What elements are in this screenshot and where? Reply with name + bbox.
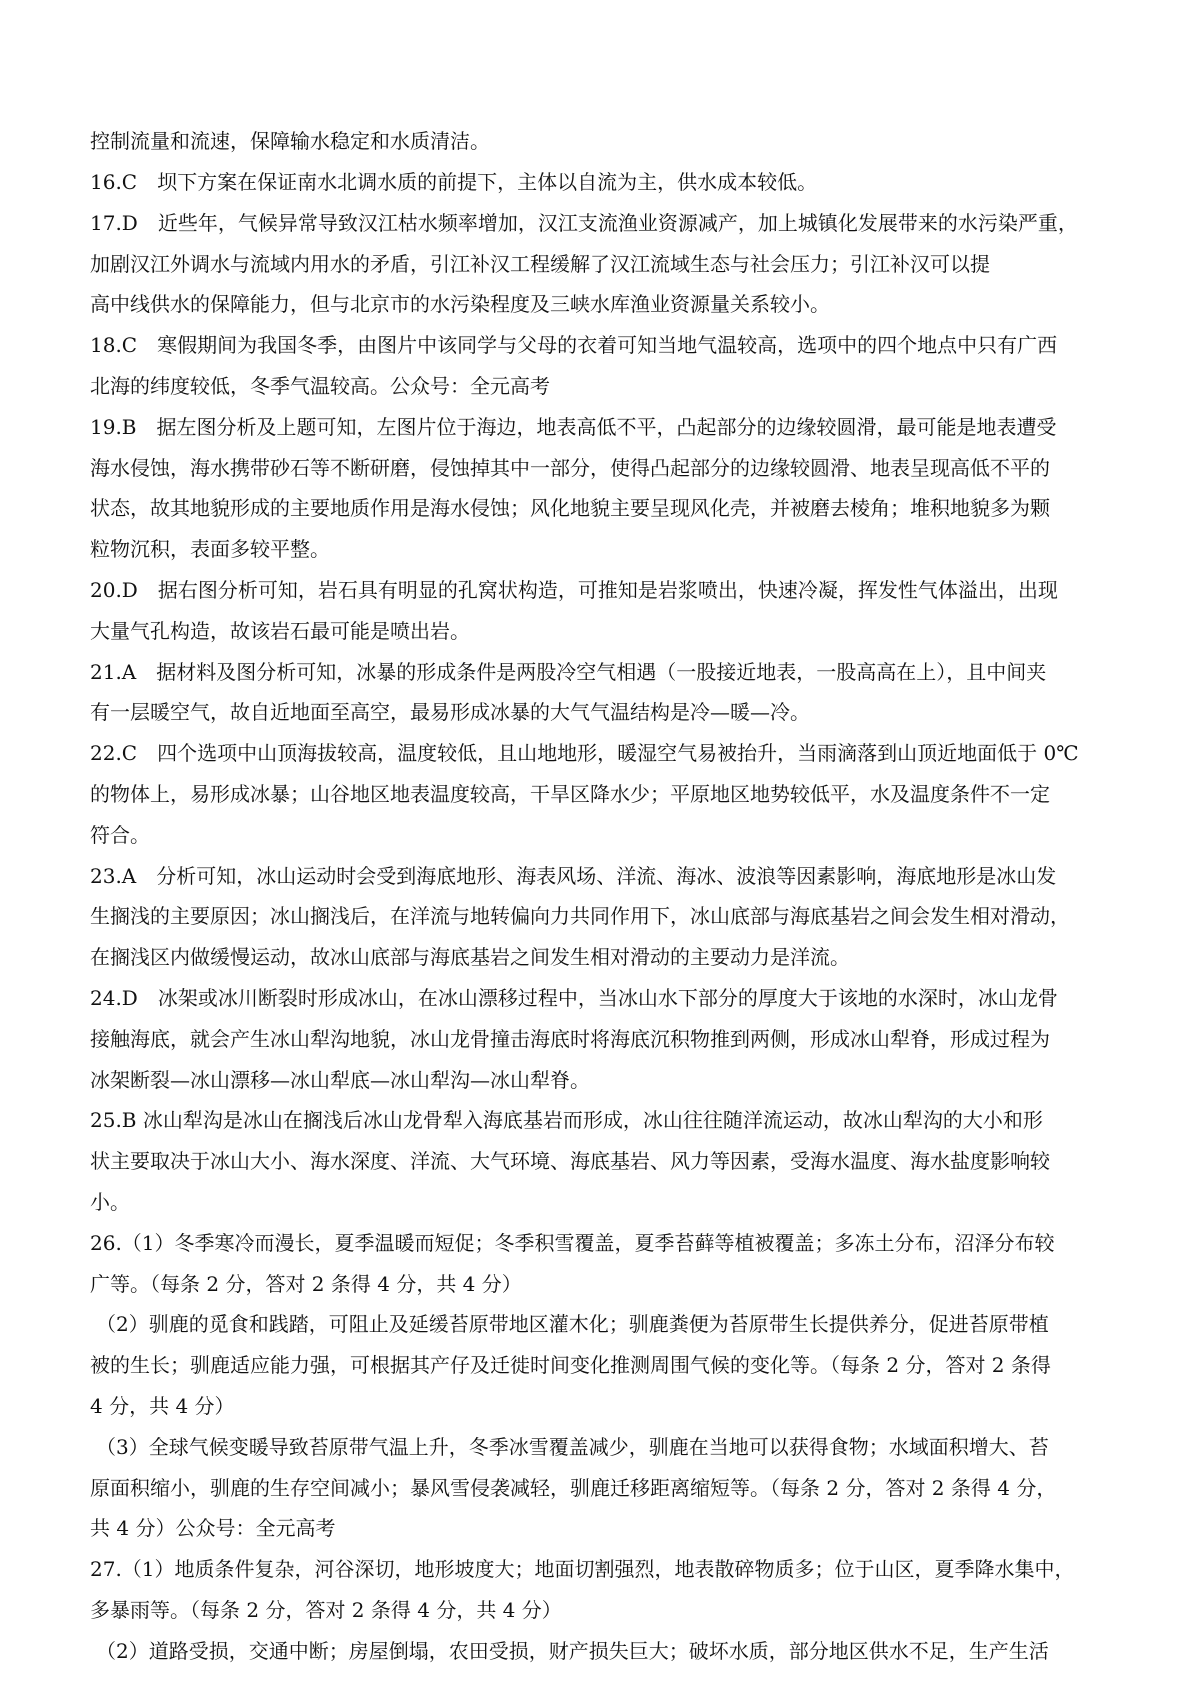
- text-line: 接触海底，就会产生冰山犁沟地貌，冰山龙骨撞击海底时将海底沉积物推到两侧，形成冰山犁脊，形成过程为: [90, 1027, 1050, 1051]
- answer-24: 24.D 冰架或冰川断裂时形成冰山，在冰山漂移过程中，当冰山水下部分的厚度大于该地的水深时，冰山龙骨: [90, 986, 1058, 1010]
- answer-16: 16.C 坝下方案在保证南水北调水质的前提下，主体以自流为主，供水成本较低。: [90, 170, 818, 194]
- answer-19: 19.B 据左图分析及上题可知，左图片位于海边，地表高低不平，凸起部分的边缘较圆滑，最可能是地表遭受: [90, 415, 1057, 439]
- text-line: 加剧汉江外调水与流域内用水的矛盾，引江补汉工程缓解了汉江流域生态与社会压力；引江补汉可以提: [90, 252, 990, 276]
- text-line: 粒物沉积，表面多较平整。: [90, 537, 330, 561]
- text-line: 小。: [90, 1190, 130, 1214]
- text-line: 共 4 分）公众号：全元高考: [90, 1516, 336, 1540]
- answer-27-part-1: 27.（1）地质条件复杂，河谷深切，地形坡度大；地面切割强烈，地表散碎物质多；位于山区，夏季降水集中，: [90, 1557, 1075, 1581]
- answer-20: 20.D 据右图分析可知，岩石具有明显的孔窝状构造，可推知是岩浆喷出，快速冷凝，挥发性气体溢出，出现: [90, 578, 1058, 602]
- text-line: 冰架断裂—冰山漂移—冰山犁底—冰山犁沟—冰山犁脊。: [90, 1068, 590, 1092]
- answer-25: 25.B 冰山犁沟是冰山在搁浅后冰山龙骨犁入海底基岩而形成，冰山往往随洋流运动，故冰山犁沟的大小和形: [90, 1108, 1043, 1132]
- text-line: 多暴雨等。（每条 2 分，答对 2 条得 4 分，共 4 分）: [90, 1598, 562, 1622]
- text-line: 4 分，共 4 分）: [90, 1394, 235, 1418]
- text-line: 海水侵蚀，海水携带砂石等不断研磨，侵蚀掉其中一部分，使得凸起部分的边缘较圆滑、地表呈现高低不平的: [90, 456, 1050, 480]
- text-line: 北海的纬度较低，冬季气温较高。公众号：全元高考: [90, 374, 550, 398]
- text-line: 被的生长；驯鹿适应能力强，可根据其产仔及迁徙时间变化推测周围气候的变化等。（每条 2 分，答对 2 条得: [90, 1353, 1051, 1377]
- answer-17: 17.D 近些年，气候异常导致汉江枯水频率增加，汉江支流渔业资源减产，加上城镇化发展带来的水污染严重，: [90, 211, 1078, 235]
- text-line: 大量气孔构造，故该岩石最可能是喷出岩。: [90, 619, 470, 643]
- answer-23: 23.A 分析可知，冰山运动时会受到海底地形、海表风场、洋流、海冰、波浪等因素影响，海底地形是冰山发: [90, 864, 1057, 888]
- answer-26-part-3: （3）全球气候变暖导致苔原带气温上升，冬季冰雪覆盖减少，驯鹿在当地可以获得食物；水域面积增大、苔: [96, 1435, 1049, 1459]
- text-line: 在搁浅区内做缓慢运动，故冰山底部与海底基岩之间发生相对滑动的主要动力是洋流。: [90, 945, 850, 969]
- text-line: 符合。: [90, 823, 150, 847]
- text-line: 原面积缩小，驯鹿的生存空间减小；暴风雪侵袭减轻，驯鹿迁移距离缩短等。（每条 2 分，答对 2 条得 4 分，: [90, 1476, 1057, 1500]
- answer-26-part-1: 26.（1）冬季寒冷而漫长，夏季温暖而短促；冬季积雪覆盖，夏季苔藓等植被覆盖；多冻土分布，沼泽分布较: [90, 1231, 1055, 1255]
- answer-21: 21.A 据材料及图分析可知，冰暴的形成条件是两股冷空气相遇（一股接近地表，一股高高在上），且中间夹: [90, 660, 1047, 684]
- text-line: 状主要取决于冰山大小、海水深度、洋流、大气环境、海底基岩、风力等因素，受海水温度、海水盐度影响较: [90, 1149, 1050, 1173]
- text-line: 控制流量和流速，保障输水稳定和水质清洁。: [90, 129, 490, 153]
- text-line: 生搁浅的主要原因；冰山搁浅后，在洋流与地转偏向力共同作用下，冰山底部与海底基岩之间会发生相对滑动，: [90, 904, 1070, 928]
- text-line: 广等。（每条 2 分，答对 2 条得 4 分，共 4 分）: [90, 1272, 522, 1296]
- text-line: 有一层暖空气，故自近地面至高空，最易形成冰暴的大气气温结构是冷—暖—冷。: [90, 700, 810, 724]
- answer-18: 18.C 寒假期间为我国冬季，由图片中该同学与父母的衣着可知当地气温较高，选项中的四个地点中只有广西: [90, 333, 1058, 357]
- text-line: 高中线供水的保障能力，但与北京市的水污染程度及三峡水库渔业资源量关系较小。: [90, 292, 830, 316]
- answer-26-part-2: （2）驯鹿的觅食和践踏，可阻止及延缓苔原带地区灌木化；驯鹿粪便为苔原带生长提供养分，促进苔原带植: [96, 1312, 1049, 1336]
- text-line: 状态，故其地貌形成的主要地质作用是海水侵蚀；风化地貌主要呈现风化壳，并被磨去棱角；堆积地貌多为颗: [90, 496, 1050, 520]
- answer-27-part-2: （2）道路受损，交通中断；房屋倒塌，农田受损，财产损失巨大；破坏水质，部分地区供水不足，生产生活: [96, 1639, 1049, 1663]
- text-line: 的物体上，易形成冰暴；山谷地区地表温度较高，干旱区降水少；平原地区地势较低平，水及温度条件不一定: [90, 782, 1050, 806]
- answer-22: 22.C 四个选项中山顶海拔较高，温度较低，且山地地形，暖湿空气易被抬升，当雨滴落到山顶近地面低于 0℃: [90, 741, 1079, 765]
